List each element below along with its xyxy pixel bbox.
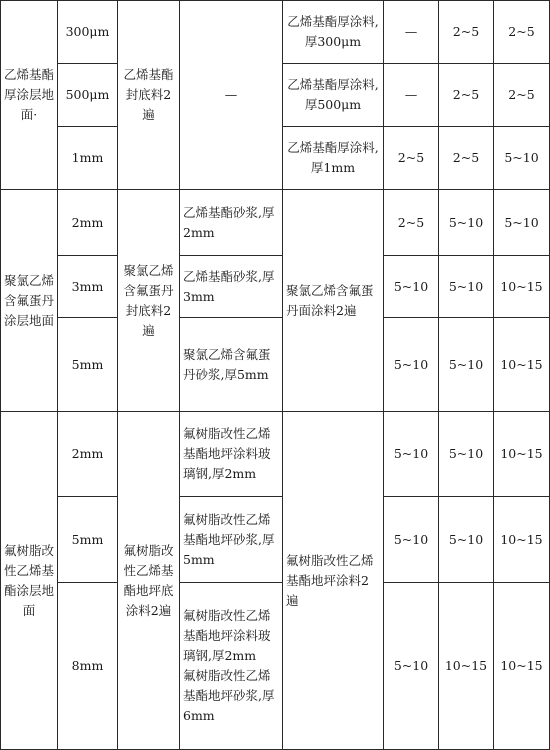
thickness-cell: 2mm bbox=[58, 412, 118, 497]
value-cell: 5~10 bbox=[494, 127, 550, 190]
top-coat-cell: 乙烯基酯厚涂料,厚1mm bbox=[283, 127, 384, 190]
category-cell: 氟树脂改性乙烯基酯涂层地面 bbox=[1, 412, 58, 750]
value-cell: 5~10 bbox=[439, 497, 494, 583]
value-cell: 5~10 bbox=[384, 412, 439, 497]
middle-layer-cell: 乙烯基酯砂浆,厚2mm bbox=[180, 190, 283, 256]
middle-layer-cell: 乙烯基酯砂浆,厚3mm bbox=[180, 256, 283, 318]
value-cell: 2~5 bbox=[384, 190, 439, 256]
table-row bbox=[1, 412, 550, 497]
value-cell: 10~15 bbox=[494, 497, 550, 583]
table-row bbox=[1, 256, 550, 318]
table-row bbox=[1, 1, 550, 64]
value-cell: 5~10 bbox=[494, 190, 550, 256]
middle-layer-cell: — bbox=[180, 1, 283, 190]
thickness-cell: 2mm bbox=[58, 190, 118, 256]
thickness-cell: 500μm bbox=[58, 64, 118, 127]
value-cell: 10~15 bbox=[494, 583, 550, 750]
value-cell: 2~5 bbox=[384, 127, 439, 190]
thickness-cell: 3mm bbox=[58, 256, 118, 318]
middle-layer-cell bbox=[180, 583, 283, 750]
value-cell: 2~5 bbox=[439, 64, 494, 127]
value-cell: — bbox=[384, 64, 439, 127]
thickness-cell: 8mm bbox=[58, 583, 118, 750]
value-cell: 5~10 bbox=[384, 256, 439, 318]
bottom-coat-cell: 氟树脂改性乙烯基酯地坪底涂料2遍 bbox=[118, 412, 180, 750]
middle-layer-cell: 氟树脂改性乙烯基酯地坪涂料玻璃钢,厚2mm bbox=[180, 412, 283, 497]
value-cell: 10~15 bbox=[439, 583, 494, 750]
value-cell: 5~10 bbox=[384, 318, 439, 412]
top-coat-cell: 乙烯基酯厚涂料,厚500μm bbox=[283, 64, 384, 127]
category-cell: 乙烯基酯厚涂层地面· bbox=[1, 1, 58, 190]
middle-layer-cell: 聚氯乙烯含氟蛋丹砂浆,厚5mm bbox=[180, 318, 283, 412]
table-row bbox=[1, 318, 550, 412]
value-cell: 5~10 bbox=[439, 256, 494, 318]
bottom-coat-cell: 聚氯乙烯含氟蛋丹封底料2遍 bbox=[118, 190, 180, 412]
value-cell: 5~10 bbox=[384, 497, 439, 583]
value-cell: 10~15 bbox=[494, 318, 550, 412]
value-cell: 10~15 bbox=[494, 412, 550, 497]
table-row bbox=[1, 497, 550, 583]
thickness-cell: 300μm bbox=[58, 1, 118, 64]
thickness-cell: 5mm bbox=[58, 318, 118, 412]
top-coat-cell: 氟树脂改性乙烯基酯地坪涂料2遍 bbox=[283, 412, 384, 750]
thickness-cell: 5mm bbox=[58, 497, 118, 583]
value-cell: 2~5 bbox=[494, 64, 550, 127]
value-cell: 2~5 bbox=[439, 1, 494, 64]
value-cell: 2~5 bbox=[439, 127, 494, 190]
top-coat-cell: 乙烯基酯厚涂料,厚300μm bbox=[283, 1, 384, 64]
value-cell: — bbox=[384, 1, 439, 64]
value-cell: 5~10 bbox=[384, 583, 439, 750]
bottom-coat-cell: 乙烯基酯封底料2遍 bbox=[118, 1, 180, 190]
middle-layer-line: 氟树脂改性乙烯基酯地坪砂浆,厚6mm bbox=[183, 668, 275, 723]
middle-layer-cell: 氟树脂改性乙烯基酯地坪砂浆,厚5mm bbox=[180, 497, 283, 583]
value-cell: 10~15 bbox=[494, 256, 550, 318]
value-cell: 5~10 bbox=[439, 412, 494, 497]
table-row bbox=[1, 190, 550, 256]
middle-layer-line: 氟树脂改性乙烯基酯地坪涂料玻璃钢,厚2mm bbox=[183, 608, 271, 663]
thickness-cell: 1mm bbox=[58, 127, 118, 190]
top-coat-cell: 聚氯乙烯含氟蛋丹面涂料2遍 bbox=[283, 190, 384, 412]
category-cell: 聚氯乙烯含氟蛋丹涂层地面 bbox=[1, 190, 58, 412]
value-cell: 5~10 bbox=[439, 190, 494, 256]
value-cell: 5~10 bbox=[439, 318, 494, 412]
table-row bbox=[1, 583, 550, 750]
value-cell: 2~5 bbox=[494, 1, 550, 64]
